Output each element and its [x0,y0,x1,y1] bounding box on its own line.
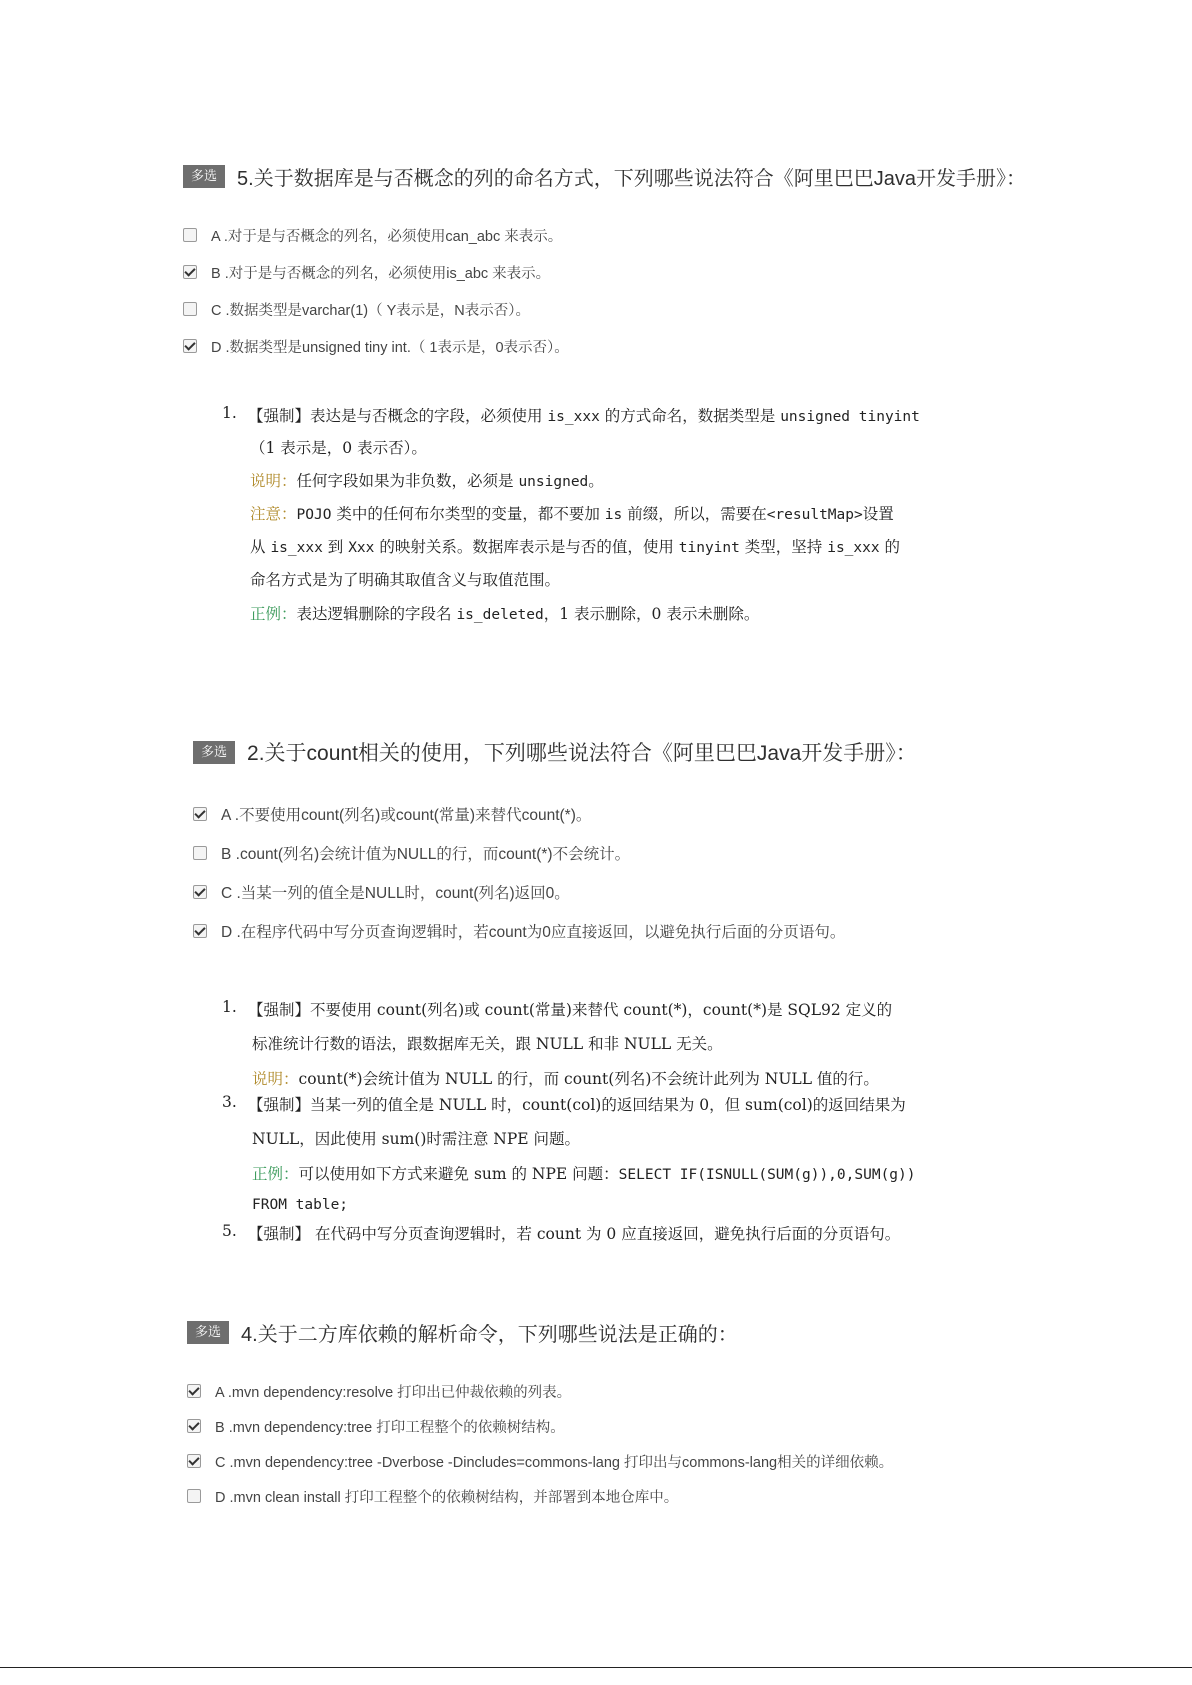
option-c-label: C .当某一列的值全是NULL时，count(列名)返回0。 [221,885,570,902]
rule-line [248,404,920,426]
code-text: SELECT IF(ISNULL(SUM(g)),0,SUM(g)) [618,1167,916,1183]
example-text: 表达逻辑删除的字段名 [296,605,457,623]
example-line [252,1162,915,1184]
option-b[interactable] [187,1415,893,1437]
page-bottom-divider [0,1667,1192,1668]
option-b-label: B .对于是与否概念的列名，必须使用is_abc 来表示。 [211,265,551,282]
rule-line: 标准统计行数的语法，跟数据库无关，跟 NULL 和非 NULL 无关。 [252,1035,723,1053]
checkbox-checked-icon[interactable] [187,1454,201,1468]
checkbox-icon[interactable] [193,846,207,860]
code-text: is_deleted [456,607,544,623]
question-1-options [183,225,569,356]
option-a[interactable] [187,1380,893,1402]
rule-number: 1. [222,998,237,1016]
note-text: count(*)会统计值为 NULL 的行，而 count(列名)不会统计此列为 NULL 值的行。 [298,1070,879,1088]
note-text: 任何字段如果为非负数，必须是 [296,472,519,490]
option-b-label: B .mvn dependency:tree 打印工程整个的依赖树结构。 [215,1419,565,1436]
option-d[interactable] [183,336,569,356]
option-c[interactable] [193,881,845,903]
question-2-options [193,803,845,942]
note-text: 的映射关系。数据库表示是与否的值，使用 [374,538,679,556]
checkbox-checked-icon[interactable] [193,885,207,899]
option-d-label: D .在程序代码中写分页查询逻辑时，若count为0应直接返回，以避免执行后面的分页语句。 [221,924,846,941]
question-3-options [187,1380,893,1507]
option-d[interactable] [187,1485,893,1507]
checkbox-checked-icon[interactable] [183,265,197,279]
option-a-label: A .mvn dependency:resolve 打印出已仲裁依赖的列表。 [215,1384,572,1401]
option-c-label: C .mvn dependency:tree -Dverbose -Dincludes=commons-lang 打印出与commons-lang相关的详细依赖。 [215,1454,894,1471]
note-line [250,469,604,491]
question-2-header [193,737,917,767]
option-a[interactable] [183,225,569,245]
note-line [252,1067,879,1089]
note-text: 的 [879,538,901,556]
code-line: FROM table; [252,1197,349,1213]
question-3 [187,1318,738,1347]
code-text: is_xxx [827,540,880,556]
rule-number: 5. [222,1222,237,1240]
checkbox-checked-icon[interactable] [187,1419,201,1433]
option-a-label: A .不要使用count(列名)或count(常量)来替代count(*)。 [221,807,592,824]
option-a-label: A .对于是与否概念的列名，必须使用can_abc 来表示。 [211,228,563,245]
question-1-header [183,162,1026,191]
option-b[interactable] [183,262,569,282]
code-text: tinyint [678,540,740,556]
rule-line: NULL，因此使用 sum()时需注意 NPE 问题。 [252,1130,581,1148]
rule-line: 【强制】 在代码中写分页查询逻辑时，若 count 为 0 应直接返回，避免执行后面的分页语句。 [248,1225,901,1243]
option-c-label: C .数据类型是varchar(1)（ Y表示是，N表示否）。 [211,302,531,319]
option-d-label: D .mvn clean install 打印工程整个的依赖树结构，并部署到本地仓库中。 [215,1489,679,1506]
note-text: 设置 [862,505,894,523]
example-line [250,602,759,624]
note-label: 说明： [252,1070,299,1088]
code-text: is_xxx [547,409,600,425]
checkbox-checked-icon[interactable] [193,924,207,938]
note-text: 从 [250,538,271,556]
example-text: 可以使用如下方式来避免 sum 的 NPE 问题： [298,1165,619,1183]
rule-text: 【强制】表达是与否概念的字段，必须使用 [248,407,548,425]
note-line [250,535,900,557]
code-text: is [604,507,623,523]
checkbox-checked-icon[interactable] [183,339,197,353]
question-1 [183,162,1026,191]
code-text: unsigned [518,474,589,490]
multi-select-badge: 多选 [187,1321,229,1344]
note-text: 。 [588,472,604,490]
example-label: 正例： [250,605,297,623]
note-text: 前缀，所以，需要在 [622,505,767,523]
checkbox-icon[interactable] [187,1489,201,1503]
multi-select-badge: 多选 [193,741,235,764]
rule-line: 【强制】当某一列的值全是 NULL 时，count(col)的返回结果为 0，但 sum(col)的返回结果为 [248,1096,906,1114]
rule-line: （1 表示是，0 表示否）。 [250,439,427,457]
option-a[interactable] [193,803,845,825]
question-1-title: 5.关于数据库是与否概念的列的命名方式，下列哪些说法符合《阿里巴巴Java开发手册》： [237,168,1026,190]
code-text: <resultMap> [766,507,863,523]
question-2-title: 2.关于count相关的使用，下列哪些说法符合《阿里巴巴Java开发手册》： [247,742,917,765]
option-b[interactable] [193,842,845,864]
example-text: ，1 表示删除，0 表示未删除。 [543,605,760,623]
multi-select-badge: 多选 [183,165,225,188]
option-c[interactable] [183,299,569,319]
note-label: 注意： [250,505,297,523]
rule-text: 的方式命名，数据类型是 [599,407,781,425]
note-text: 类中的任何布尔类型的变量，都不要加 [331,505,605,523]
question-2 [193,737,917,767]
code-text: POJO [296,507,332,523]
option-d[interactable] [193,920,845,942]
code-text: Xxx [348,540,375,556]
code-text: unsigned tinyint [780,409,920,425]
checkbox-checked-icon[interactable] [187,1384,201,1398]
rule-number: 1. [222,404,237,422]
option-c[interactable] [187,1450,893,1472]
checkbox-checked-icon[interactable] [193,807,207,821]
note-line [250,502,894,524]
note-label: 说明： [250,472,297,490]
note-text: 到 [322,538,349,556]
question-3-header [187,1318,738,1347]
checkbox-icon[interactable] [183,228,197,242]
question-3-title: 4.关于二方库依赖的解析命令，下列哪些说法是正确的： [241,1324,738,1346]
checkbox-icon[interactable] [183,302,197,316]
rule-number: 3. [222,1093,237,1111]
example-label: 正例： [252,1165,299,1183]
rule-line: 【强制】不要使用 count(列名)或 count(常量)来替代 count(*)，count(*)是 SQL92 定义的 [248,1001,893,1019]
option-d-label: D .数据类型是unsigned tiny int.（ 1表示是，0表示否）。 [211,339,569,356]
option-b-label: B .count(列名)会统计值为NULL的行，而count(*)不会统计。 [221,846,631,863]
note-line: 命名方式是为了明确其取值含义与取值范围。 [250,571,561,589]
note-text: 类型，坚持 [739,538,828,556]
code-text: is_xxx [270,540,323,556]
